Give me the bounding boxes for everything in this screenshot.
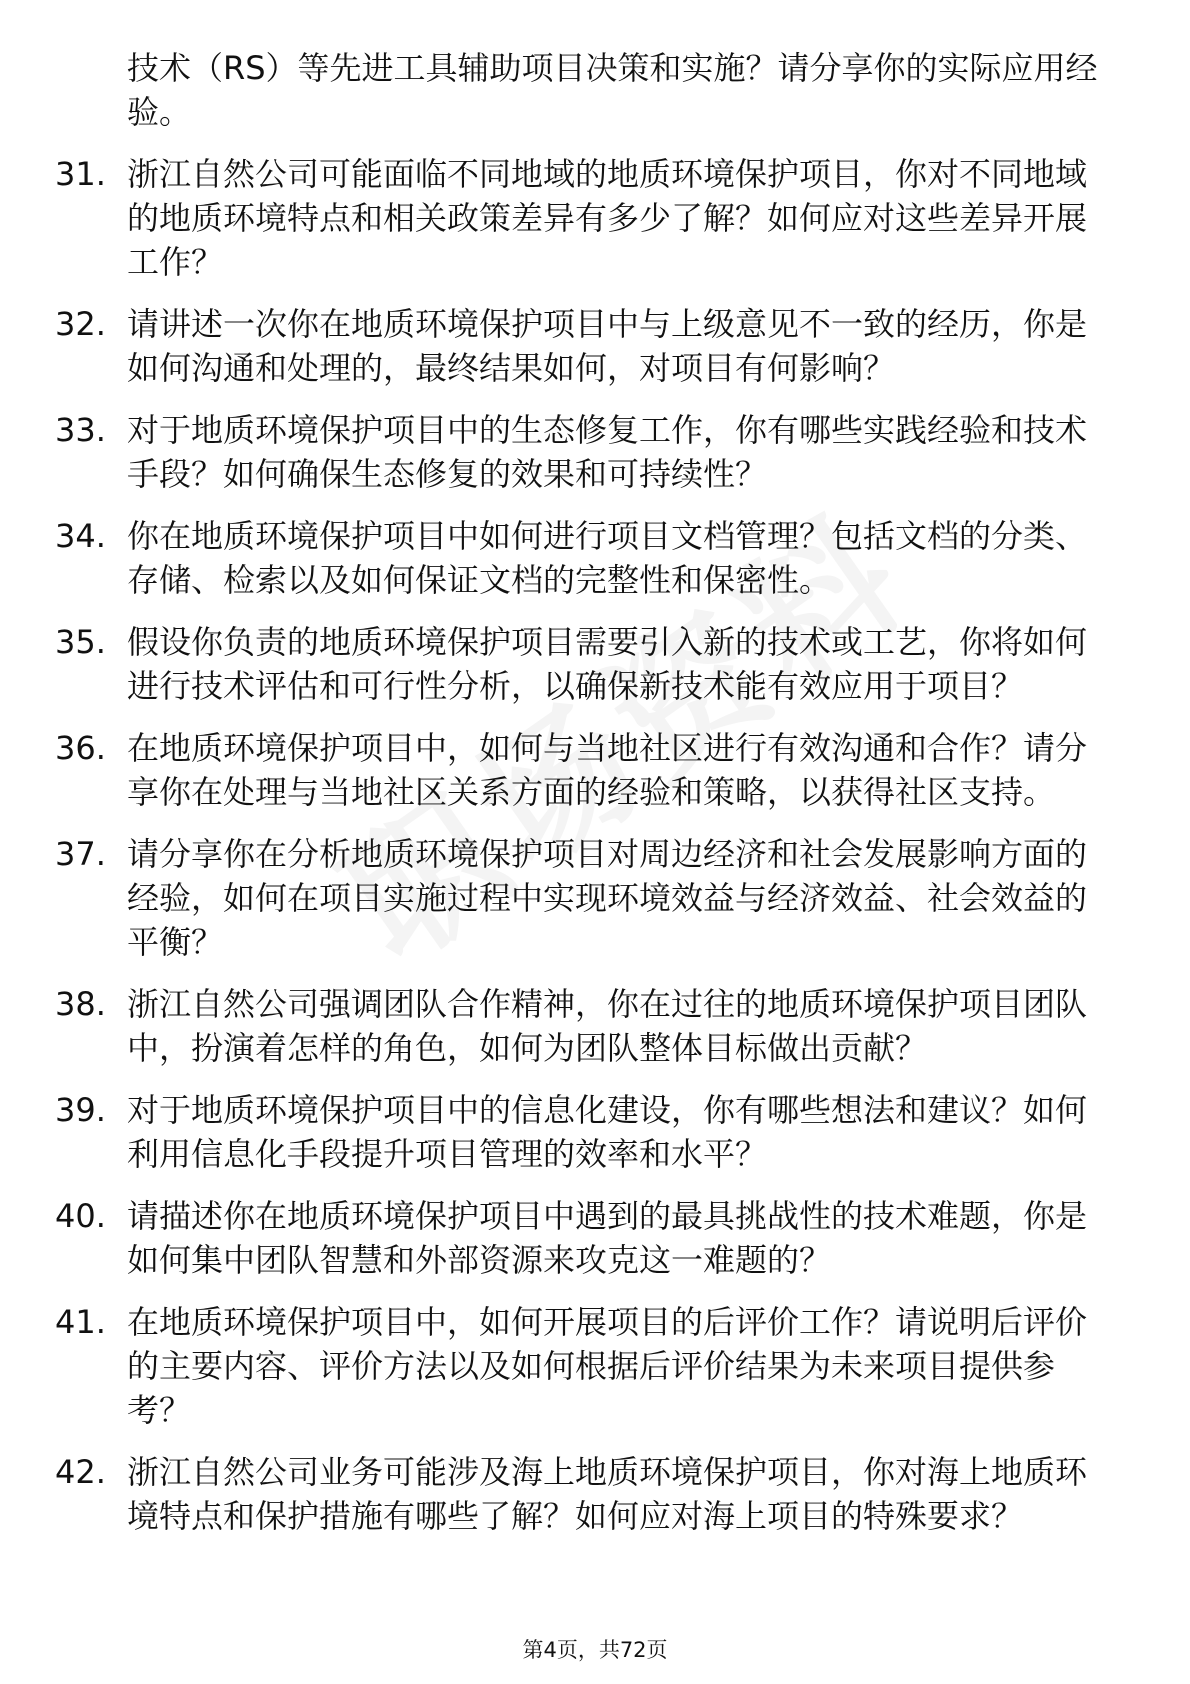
question-text: 在地质环境保护项目中，如何与当地社区进行有效沟通和合作？请分享你在处理与当地社区关系方面的经验和策略，以获得社区支持。	[127, 729, 1088, 811]
question-text: 对于地质环境保护项目中的生态修复工作，你有哪些实践经验和技术手段？如何确保生态修复的效果和可持续性？	[127, 411, 1088, 493]
question-item	[55, 1300, 1115, 1432]
question-number: 34.	[55, 517, 106, 555]
question-text: 浙江自然公司强调团队合作精神，你在过往的地质环境保护项目团队中，扮演着怎样的角色，如何为团队整体目标做出贡献？	[127, 985, 1088, 1067]
question-number: 37.	[55, 835, 106, 873]
question-text: 假设你负责的地质环境保护项目需要引入新的技术或工艺，你将如何进行技术评估和可行性分析，以确保新技术能有效应用于项目？	[127, 623, 1088, 705]
question-item	[55, 302, 1115, 390]
question-item	[55, 832, 1115, 964]
question-number: 41.	[55, 1303, 106, 1341]
question-number: 35.	[55, 623, 106, 661]
question-item	[55, 620, 1115, 708]
continued-paragraph: 技术（RS）等先进工具辅助项目决策和实施？请分享你的实际应用经验。	[127, 49, 1098, 131]
question-text: 浙江自然公司可能面临不同地域的地质环境保护项目，你对不同地域的地质环境特点和相关政策差异有多少了解？如何应对这些差异开展工作？	[127, 155, 1088, 281]
question-text: 你在地质环境保护项目中如何进行项目文档管理？包括文档的分类、存储、检索以及如何保证文档的完整性和保密性。	[127, 517, 1088, 599]
question-number: 31.	[55, 155, 106, 193]
question-number: 33.	[55, 411, 106, 449]
question-number: 42.	[55, 1453, 106, 1491]
question-number: 36.	[55, 729, 106, 767]
question-item	[55, 982, 1115, 1070]
question-text: 对于地质环境保护项目中的信息化建设，你有哪些想法和建议？如何利用信息化手段提升项目管理的效率和水平？	[127, 1091, 1088, 1173]
question-text: 浙江自然公司业务可能涉及海上地质环境保护项目，你对海上地质环境特点和保护措施有哪些了解？如何应对海上项目的特殊要求？	[127, 1453, 1088, 1535]
question-item	[55, 152, 1115, 284]
question-item	[55, 726, 1115, 814]
question-text: 在地质环境保护项目中，如何开展项目的后评价工作？请说明后评价的主要内容、评价方法以及如何根据后评价结果为未来项目提供参考？	[127, 1303, 1088, 1429]
question-item	[55, 1450, 1115, 1538]
question-number: 38.	[55, 985, 106, 1023]
question-item	[55, 1088, 1115, 1176]
question-number: 40.	[55, 1197, 106, 1235]
question-text: 请描述你在地质环境保护项目中遇到的最具挑战性的技术难题，你是如何集中团队智慧和外部资源来攻克这一难题的？	[127, 1197, 1088, 1279]
question-number: 32.	[55, 305, 106, 343]
page-footer: 第4页，共72页	[522, 1638, 668, 1662]
question-item	[55, 408, 1115, 496]
question-item	[55, 1194, 1115, 1282]
question-text: 请讲述一次你在地质环境保护项目中与上级意见不一致的经历，你是如何沟通和处理的，最终结果如何，对项目有何影响？	[127, 305, 1088, 387]
question-list	[55, 152, 1115, 1538]
question-content	[55, 46, 1115, 1538]
question-number: 39.	[55, 1091, 106, 1129]
question-text: 请分享你在分析地质环境保护项目对周边经济和社会发展影响方面的经验，如何在项目实施过程中实现环境效益与经济效益、社会效益的平衡？	[127, 835, 1088, 961]
question-item	[55, 514, 1115, 602]
